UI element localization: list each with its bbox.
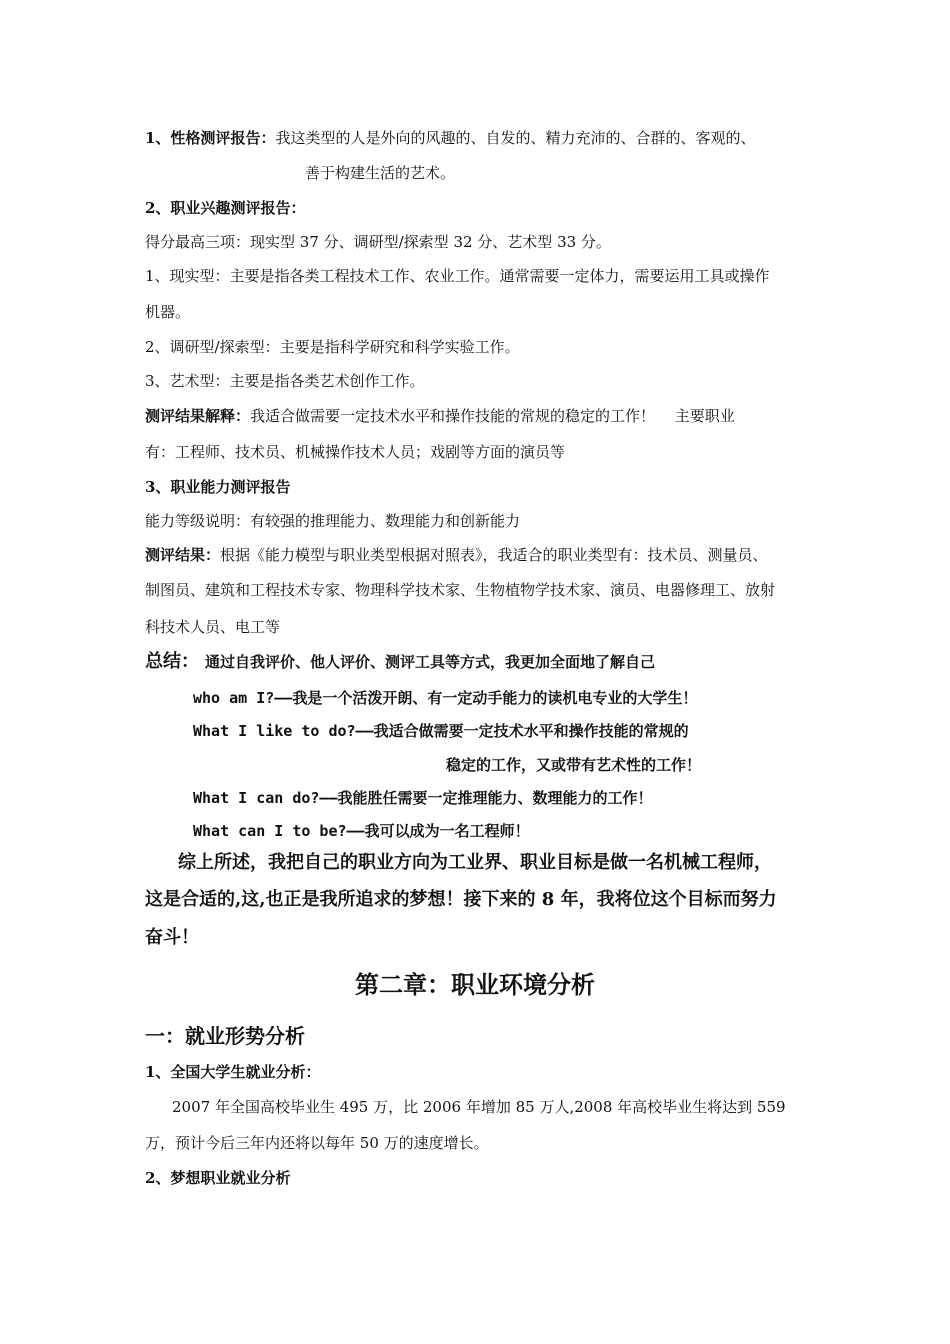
result-text-cont2: 科技术人员、电工等 [145, 618, 281, 636]
summary-q2: What I like to do?——我适合做需要一定技术水平和操作技能的常规的 [193, 722, 689, 740]
subsection-2-title: 2、梦想职业就业分析 [145, 1169, 291, 1187]
ability-level: 能力等级说明：有较强的推理能力、数理能力和创新能力 [145, 512, 521, 530]
summary-label: 总结： [145, 651, 199, 672]
graduates-para-line1: 2007 年全国高校毕业生 495 万，比 2006 年增加 85 万人,2008 年高校毕业生将达到 559 [172, 1098, 786, 1116]
summary-q4: What can I to be?——我可以成为一名工程师！ [193, 822, 530, 840]
type2-line: 2、调研型/探索型：主要是指科学研究和科学实验工作。 [145, 338, 520, 356]
summary-intro: 通过自我评价、他人评价、测评工具等方式，我更加全面地了解自己 [205, 653, 656, 671]
result-line [145, 544, 768, 566]
result-label: 测评结果： [145, 546, 221, 564]
conclusion-line3: 奋斗！ [145, 927, 199, 948]
type1-line1: 1、现实型：主要是指各类工程技术工作、农业工作。通常需要一定体力，需要运用工具或操作 [145, 267, 770, 285]
chapter-title: 第二章：职业环境分析 [355, 970, 595, 999]
summary-q2-cont: 稳定的工作，又或带有艺术性的工作！ [446, 756, 702, 774]
interp-text-cont: 有：工程师、技术员、机械操作技术人员；戏剧等方面的演员等 [145, 443, 566, 461]
summary-q3: What I can do?——我能胜任需要一定推理能力、数理能力的工作！ [193, 789, 653, 807]
summary-line [145, 651, 655, 673]
subsection-1-title: 1、全国大学生就业分析： [145, 1063, 321, 1081]
personality-label: 1、性格测评报告： [145, 129, 276, 147]
summary-q1: who am I?——我是一个活泼开朗、有一定动手能力的读机电专业的大学生！ [193, 689, 698, 707]
personality-text-cont: 善于构建生活的艺术。 [305, 164, 456, 182]
personality-line [145, 127, 755, 149]
conclusion-line2: 这是合适的,这,也正是我所追求的梦想！接下来的 8 年，我将位这个目标而努力 [145, 889, 777, 910]
interp-line [145, 405, 735, 427]
type3-line: 3、艺术型：主要是指各类艺术创作工作。 [145, 372, 425, 390]
interest-title: 2、职业兴趣测评报告： [145, 199, 306, 217]
conclusion-line1: 综上所述，我把自己的职业方向为工业界、职业目标是做一名机械工程师， [178, 852, 772, 873]
ability-title: 3、职业能力测评报告 [145, 478, 291, 496]
section-heading: 一：就业形势分析 [145, 1024, 305, 1048]
personality-text: 我这类型的人是外向的风趣的、自发的、精力充沛的、合群的、客观的、 [275, 129, 756, 147]
graduates-para-line2: 万，预计今后三年内还将以每年 50 万的速度增长。 [145, 1134, 489, 1152]
result-text: 根据《能力模型与职业类型根据对照表》，我适合的职业类型有：技术员、测量员、 [220, 546, 768, 564]
result-text-cont1: 制图员、建筑和工程技术专家、物理科学技术家、生物植物学技术家、演员、电器修理工、放射 [145, 581, 776, 599]
type1-line2: 机器。 [145, 303, 191, 321]
interest-scores: 得分最高三项：现实型 37 分、调研型/探索型 32 分、艺术型 33 分。 [145, 233, 611, 251]
interp-label: 测评结果解释： [145, 407, 251, 425]
interp-text: 我适合做需要一定技术水平和操作技能的常规的稳定的工作！ 主要职业 [250, 407, 735, 425]
